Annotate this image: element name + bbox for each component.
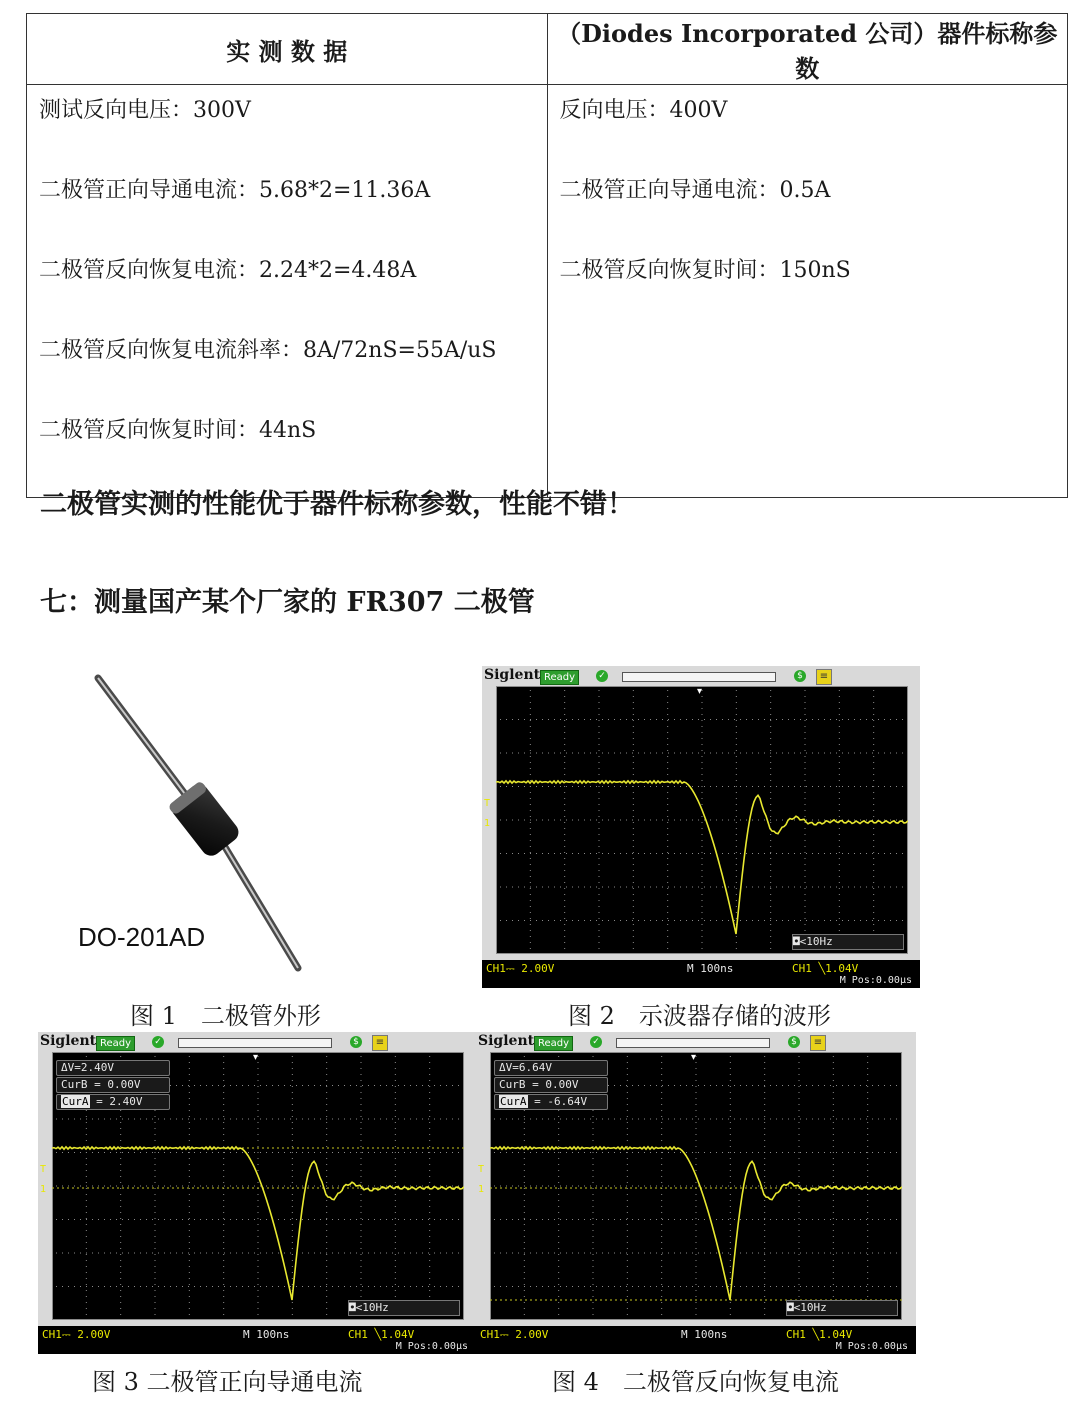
figure-4-caption: 图 4 二极管反向恢复电流 bbox=[552, 1368, 839, 1396]
frequency-value: <10Hz bbox=[355, 1301, 389, 1314]
trigger-icon: ◘ bbox=[349, 1301, 356, 1314]
nominal-forward-current: 二极管正向导通电流：0.5A bbox=[559, 178, 831, 203]
usb-icon: $ bbox=[350, 1036, 362, 1048]
diode-photo bbox=[60, 660, 390, 980]
brand-label: Siglent bbox=[484, 667, 541, 683]
oscilloscope-figure-3 bbox=[38, 1032, 476, 1354]
cursor-a-value: = 2.40V bbox=[96, 1095, 143, 1108]
measured-cell bbox=[27, 85, 548, 498]
channel-1-marker: 1 bbox=[478, 1184, 485, 1195]
trigger-bar bbox=[178, 1038, 332, 1048]
ch1-scale: CH1⎓ 2.00V bbox=[486, 962, 555, 975]
scope-statusbar bbox=[482, 960, 920, 988]
measured-forward-current: 二极管正向导通电流：5.68*2=11.36A bbox=[39, 178, 431, 203]
trace-line bbox=[496, 781, 908, 934]
trigger-bar bbox=[622, 672, 776, 682]
m-pos: M Pos:0.00μs bbox=[839, 975, 912, 986]
m-pos: M Pos:0.00μs bbox=[395, 1341, 468, 1352]
trigger-setting: CH1 ╲1.04V bbox=[786, 1328, 853, 1341]
timebase: M 100ns bbox=[243, 1328, 290, 1341]
brand-label: Siglent bbox=[40, 1033, 97, 1049]
ch1-scale: CH1⎓ 2.00V bbox=[42, 1328, 111, 1341]
trace-line bbox=[490, 1147, 902, 1300]
table-header-measured: 实 测 数 据 bbox=[27, 14, 548, 85]
run-icon: ✓ bbox=[590, 1036, 602, 1048]
measured-recovery-current: 二极管反向恢复电流：2.24*2=4.48A bbox=[39, 258, 417, 283]
oscilloscope-figure-4 bbox=[476, 1032, 916, 1354]
measured-reverse-voltage: 测试反向电压：300V bbox=[39, 98, 251, 123]
delta-v-readout: ΔV=2.40V bbox=[56, 1060, 170, 1076]
trigger-position-marker: ▾ bbox=[691, 1052, 697, 1063]
trigger-position-marker: ▾ bbox=[253, 1052, 259, 1063]
scope-statusbar bbox=[38, 1326, 476, 1354]
memory-icon: ≡ bbox=[810, 1035, 826, 1051]
cursor-a-value: = -6.64V bbox=[534, 1095, 588, 1108]
scope-toolbar bbox=[38, 1032, 476, 1052]
trigger-icon: ◘ bbox=[787, 1301, 794, 1314]
frequency-readout bbox=[792, 934, 904, 950]
scope-screen bbox=[496, 686, 908, 954]
cursor-b-readout: CurB = 0.00V bbox=[494, 1077, 608, 1093]
status-badge: Ready bbox=[96, 1036, 135, 1051]
package-label: DO-201AD bbox=[78, 922, 206, 952]
frequency-readout bbox=[348, 1300, 460, 1316]
cursor-a-label: CurA bbox=[62, 1095, 89, 1108]
delta-v-readout: ΔV=6.64V bbox=[494, 1060, 608, 1076]
timebase: M 100ns bbox=[681, 1328, 728, 1341]
frequency-readout bbox=[786, 1300, 898, 1316]
cursor-a-readout bbox=[494, 1094, 608, 1110]
cursor-a-readout bbox=[56, 1094, 170, 1110]
cursor-b-readout: CurB = 0.00V bbox=[56, 1077, 170, 1093]
measured-recovery-slope: 二极管反向恢复电流斜率：8A/72nS=55A/uS bbox=[39, 338, 497, 363]
trigger-setting: CH1 ╲1.04V bbox=[348, 1328, 415, 1341]
frequency-value: <10Hz bbox=[793, 1301, 827, 1314]
run-icon: ✓ bbox=[596, 670, 608, 682]
channel-1-marker: 1 bbox=[40, 1184, 47, 1195]
trigger-setting: CH1 ╲1.04V bbox=[792, 962, 859, 975]
ch1-scale: CH1⎓ 2.00V bbox=[480, 1328, 549, 1341]
figure-2-caption: 图 2 示波器存储的波形 bbox=[568, 1002, 831, 1030]
table-header-nominal: （Diodes Incorporated 公司）器件标称参数 bbox=[547, 14, 1068, 85]
timebase: M 100ns bbox=[687, 962, 734, 975]
scope-toolbar bbox=[476, 1032, 916, 1052]
trigger-icon: ◘ bbox=[793, 935, 800, 948]
trigger-bar bbox=[616, 1038, 770, 1048]
usb-icon: $ bbox=[794, 670, 806, 682]
waveform-trace bbox=[496, 686, 908, 954]
section-title: 七：测量国产某个厂家的 FR307 二极管 bbox=[40, 587, 535, 618]
usb-icon: $ bbox=[788, 1036, 800, 1048]
trigger-position-marker: ▾ bbox=[697, 686, 703, 697]
figure-3-caption: 图 3 二极管正向导通电流 bbox=[92, 1368, 363, 1396]
trace-line bbox=[52, 1147, 464, 1300]
nominal-recovery-time: 二极管反向恢复时间：150nS bbox=[559, 258, 851, 283]
status-badge: Ready bbox=[534, 1036, 573, 1051]
oscilloscope-figure-2 bbox=[482, 666, 920, 988]
m-pos: M Pos:0.00μs bbox=[835, 1341, 908, 1352]
frequency-value: <10Hz bbox=[799, 935, 833, 948]
status-badge: Ready bbox=[540, 670, 579, 685]
trigger-level-marker: T bbox=[478, 1164, 485, 1175]
channel-1-marker: 1 bbox=[484, 818, 491, 829]
brand-label: Siglent bbox=[478, 1033, 535, 1049]
scope-screen bbox=[52, 1052, 464, 1320]
measured-recovery-time: 二极管反向恢复时间：44nS bbox=[39, 418, 317, 443]
run-icon: ✓ bbox=[152, 1036, 164, 1048]
scope-statusbar bbox=[476, 1326, 916, 1354]
figure-1-caption: 图 1 二极管外形 bbox=[130, 1002, 321, 1030]
trigger-level-marker: T bbox=[484, 798, 491, 809]
nominal-reverse-voltage: 反向电压：400V bbox=[559, 98, 728, 123]
scope-toolbar bbox=[482, 666, 920, 686]
scope-screen bbox=[490, 1052, 902, 1320]
memory-icon: ≡ bbox=[816, 669, 832, 685]
comparison-table bbox=[26, 13, 1068, 498]
cursor-a-label: CurA bbox=[500, 1095, 527, 1108]
trigger-level-marker: T bbox=[40, 1164, 47, 1175]
conclusion-text: 二极管实测的性能优于器件标称参数，性能不错！ bbox=[40, 489, 634, 520]
memory-icon: ≡ bbox=[372, 1035, 388, 1051]
nominal-cell bbox=[547, 85, 1068, 498]
